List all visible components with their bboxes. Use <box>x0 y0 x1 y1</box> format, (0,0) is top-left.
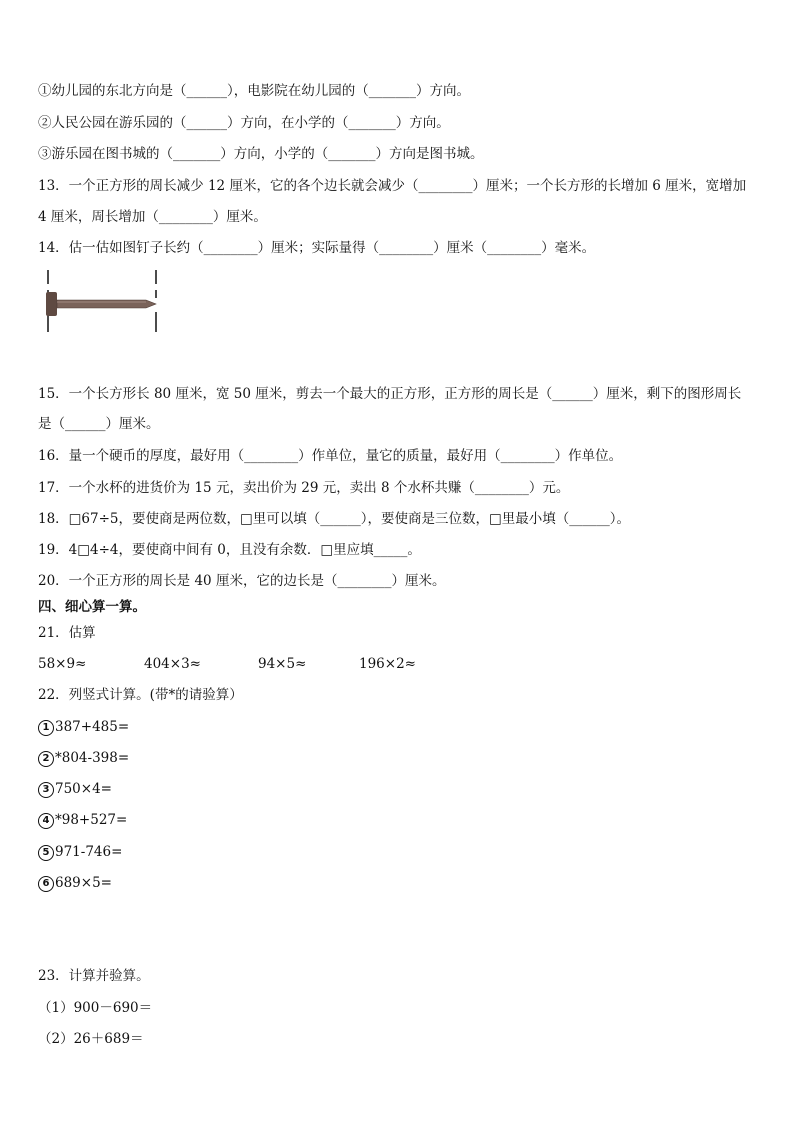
question-17: 17．一个水杯的进货价为 15 元，卖出价为 29 元，卖出 8 个水杯共赚（________）元。 <box>38 480 570 496</box>
direction-question-1: ①幼儿园的东北方向是（______），电影院在幼儿园的（_______）方向。 <box>38 83 470 99</box>
question-15-line-1: 15．一个长方形长 80 厘米，宽 50 厘米，剪去一个最大的正方形，正方形的周长是（______）厘米，剩下的图形周长 <box>38 386 742 402</box>
calc-item-1 <box>38 718 129 736</box>
circled-number: 3 <box>38 782 54 798</box>
calc-item-2 <box>38 749 129 767</box>
estimate-1: 58×9≈ <box>38 656 87 672</box>
calc-item-3 <box>38 780 112 798</box>
question-19: 19．4□4÷4，要使商中间有 0，且没有余数．□里应填_____。 <box>38 542 421 558</box>
calc-item-6 <box>38 874 112 892</box>
direction-question-2: ②人民公园在游乐园的（______）方向，在小学的（_______）方向。 <box>38 115 450 131</box>
circled-number: 6 <box>38 876 54 892</box>
section-4-heading: 四、细心算一算。 <box>38 599 146 615</box>
nail-shaft <box>57 300 156 308</box>
calc-item-5 <box>38 843 122 861</box>
question-22: 22．列竖式计算。(带*的请验算） <box>38 687 243 703</box>
nail-head <box>46 292 57 316</box>
calc-expression: 689×5= <box>55 875 112 891</box>
question-13-line-2: 4 厘米，周长增加（________）厘米。 <box>38 209 267 225</box>
question-20: 20．一个正方形的周长是 40 厘米，它的边长是（________）厘米。 <box>38 573 446 589</box>
direction-question-3: ③游乐园在图书城的（_______）方向，小学的（_______）方向是图书城。 <box>38 146 484 162</box>
question-23-part-1: （1）900－690＝ <box>38 1000 153 1016</box>
question-18: 18．□67÷5，要使商是两位数，□里可以填（______），要使商是三位数，□里最小填（______）。 <box>38 511 631 527</box>
calc-expression: *98+527= <box>55 812 128 828</box>
calc-expression: 750×4= <box>55 781 112 797</box>
circled-number: 2 <box>38 751 54 767</box>
circled-number: 1 <box>38 720 54 736</box>
question-14: 14．估一估如图钉子长约（________）厘米；实际量得（________）厘米（________）毫米。 <box>38 240 596 256</box>
calc-item-4 <box>38 811 127 829</box>
question-23-part-2: （2）26＋689＝ <box>38 1031 144 1047</box>
nail-figure <box>42 268 162 338</box>
estimate-2: 404×3≈ <box>144 656 201 672</box>
question-13-line-1: 13．一个正方形的周长减少 12 厘米，它的各个边长就会减少（________）厘米；一个长方形的长增加 6 厘米，宽增加 <box>38 178 747 194</box>
estimate-3: 94×5≈ <box>258 656 307 672</box>
circled-number: 5 <box>38 845 54 861</box>
calc-expression: 971-746= <box>55 844 123 860</box>
calc-expression: *804-398= <box>55 750 130 766</box>
question-16: 16．量一个硬币的厚度，最好用（________）作单位，量它的质量，最好用（________）作单位。 <box>38 448 623 464</box>
question-21: 21．估算 <box>38 625 96 641</box>
question-15-line-2: 是（______）厘米。 <box>38 416 160 432</box>
circled-number: 4 <box>38 813 54 829</box>
calc-expression: 387+485= <box>55 719 130 735</box>
estimate-4: 196×2≈ <box>359 656 416 672</box>
question-23: 23．计算并验算。 <box>38 968 150 984</box>
